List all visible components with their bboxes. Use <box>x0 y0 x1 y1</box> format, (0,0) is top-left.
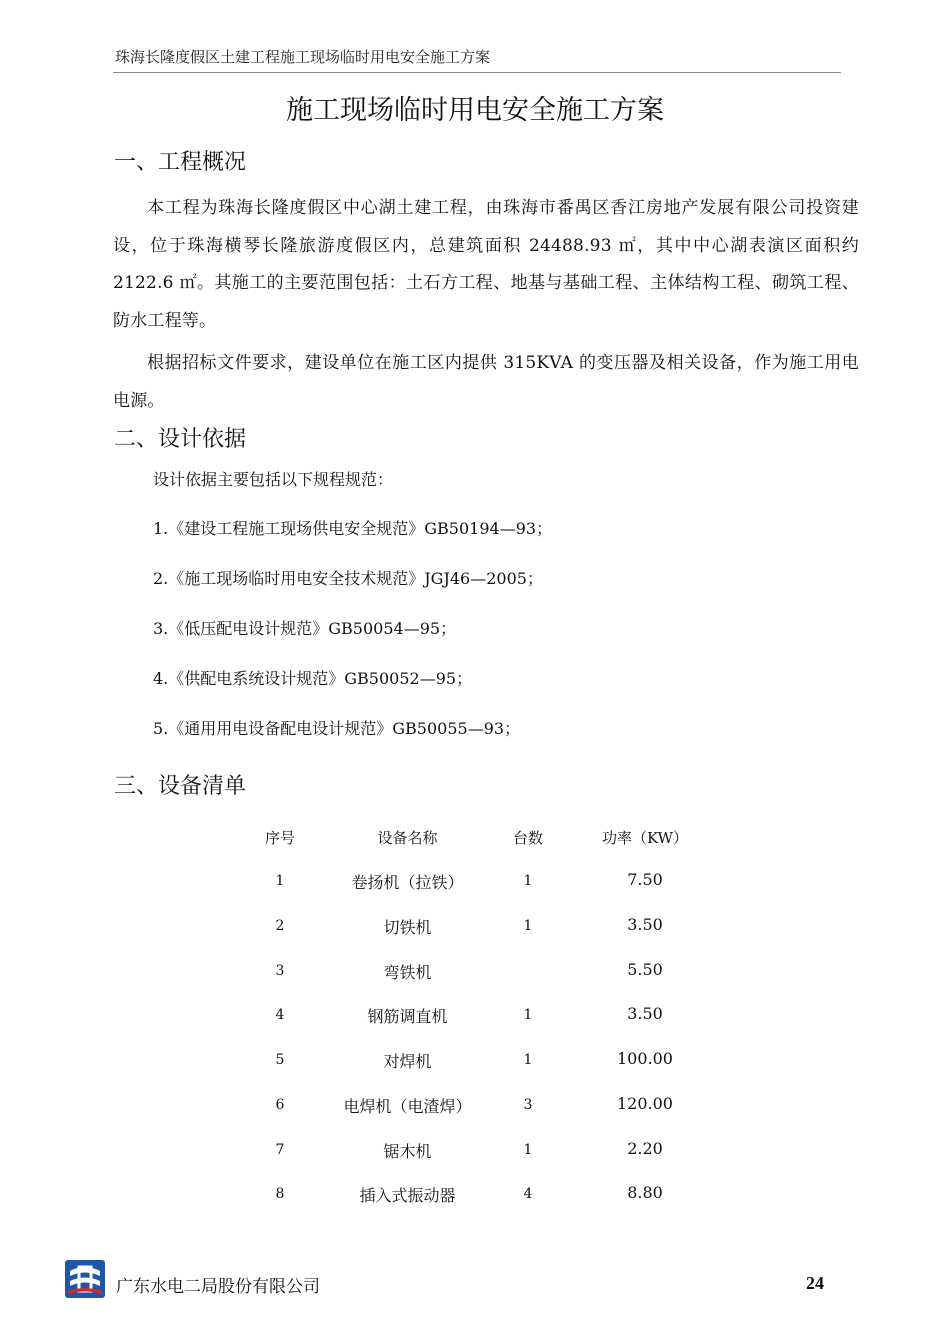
overview-paragraph-1: 本工程为珠海长隆度假区中心湖土建工程，由珠海市番禺区香江房地产发展有限公司投资建设，位于珠海横琴长隆旅游度假区内，总建筑面积 24488.93 ㎡，其中中心湖表演区面积约 2122.6 ㎡。其施工的主要范围包括：土石方工程、地基与基础工程、主体结构工程、砌筑工程、防水工程等。 <box>113 198 859 331</box>
row-power: 7.50 <box>627 870 663 889</box>
row-no: 4 <box>275 1007 285 1023</box>
standard-item-3: 3.《低压配电设计规范》GB50054—95； <box>153 619 457 638</box>
row-name: 对焊机 <box>383 1052 432 1071</box>
row-qty: 1 <box>523 1007 533 1023</box>
row-qty: 3 <box>523 1097 533 1113</box>
page-title: 施工现场临时用电安全施工方案 <box>286 95 664 126</box>
standard-item-2: 2.《施工现场临时用电安全技术规范》JGJ46—2005； <box>153 569 543 588</box>
row-qty: 1 <box>523 1052 533 1068</box>
row-name: 切铁机 <box>383 918 432 937</box>
row-name: 钢筋调直机 <box>367 1007 448 1026</box>
row-qty: 1 <box>523 873 533 889</box>
row-no: 7 <box>275 1142 285 1158</box>
row-no: 2 <box>275 918 285 934</box>
company-logo-icon <box>64 1259 106 1299</box>
footer-company-name: 广东水电二局股份有限公司 <box>116 1277 320 1297</box>
section-heading-equipment: 三、设备清单 <box>114 774 247 799</box>
standard-item-5: 5.《通用用电设备配电设计规范》GB50055—93； <box>153 719 521 738</box>
row-no: 1 <box>275 873 285 889</box>
table-row <box>0 960 950 984</box>
header-power: 功率（KW） <box>601 829 689 847</box>
row-no: 3 <box>275 963 285 979</box>
row-power: 100.00 <box>617 1049 673 1068</box>
row-no: 6 <box>275 1097 285 1113</box>
table-row <box>0 870 950 894</box>
row-no: 8 <box>275 1186 285 1202</box>
page-number: 24 <box>806 1273 824 1293</box>
header-divider <box>113 72 841 73</box>
row-power: 8.80 <box>627 1183 663 1202</box>
row-name: 电焊机（电渣焊） <box>343 1097 472 1116</box>
table-row <box>0 1049 950 1073</box>
table-row <box>0 915 950 939</box>
header-qty: 台数 <box>512 829 543 847</box>
design-basis-intro: 设计依据主要包括以下规程规范： <box>153 470 394 489</box>
table-row <box>0 1094 950 1118</box>
standard-item-1: 1.《建设工程施工现场供电安全规范》GB50194—93； <box>153 519 553 538</box>
overview-paragraph-2: 根据招标文件要求，建设单位在施工区内提供 315KVA 的变压器及相关设备，作为施工用电电源。 <box>113 353 859 411</box>
row-power: 2.20 <box>627 1139 663 1158</box>
row-power: 3.50 <box>627 1004 663 1023</box>
header-name: 设备名称 <box>377 829 438 847</box>
row-power: 3.50 <box>627 915 663 934</box>
standard-item-4: 4.《供配电系统设计规范》GB50052—95； <box>153 669 473 688</box>
row-power: 120.00 <box>617 1094 673 1113</box>
running-header: 珠海长隆度假区土建工程施工现场临时用电安全施工方案 <box>115 48 491 66</box>
equipment-table-header <box>0 827 950 851</box>
row-name: 插入式振动器 <box>359 1186 456 1205</box>
row-name: 弯铁机 <box>383 963 432 982</box>
row-qty: 1 <box>523 1142 533 1158</box>
header-no: 序号 <box>264 829 295 847</box>
table-row <box>0 1183 950 1207</box>
table-row <box>0 1004 950 1028</box>
row-name: 锯木机 <box>383 1142 432 1161</box>
row-qty: 1 <box>523 918 533 934</box>
section-heading-design-basis: 二、设计依据 <box>114 427 247 452</box>
row-no: 5 <box>275 1052 285 1068</box>
row-power: 5.50 <box>627 960 663 979</box>
row-name: 卷扬机（拉铁） <box>351 873 464 892</box>
row-qty: 4 <box>523 1186 533 1202</box>
table-row <box>0 1139 950 1163</box>
section-heading-overview: 一、工程概况 <box>114 150 247 175</box>
